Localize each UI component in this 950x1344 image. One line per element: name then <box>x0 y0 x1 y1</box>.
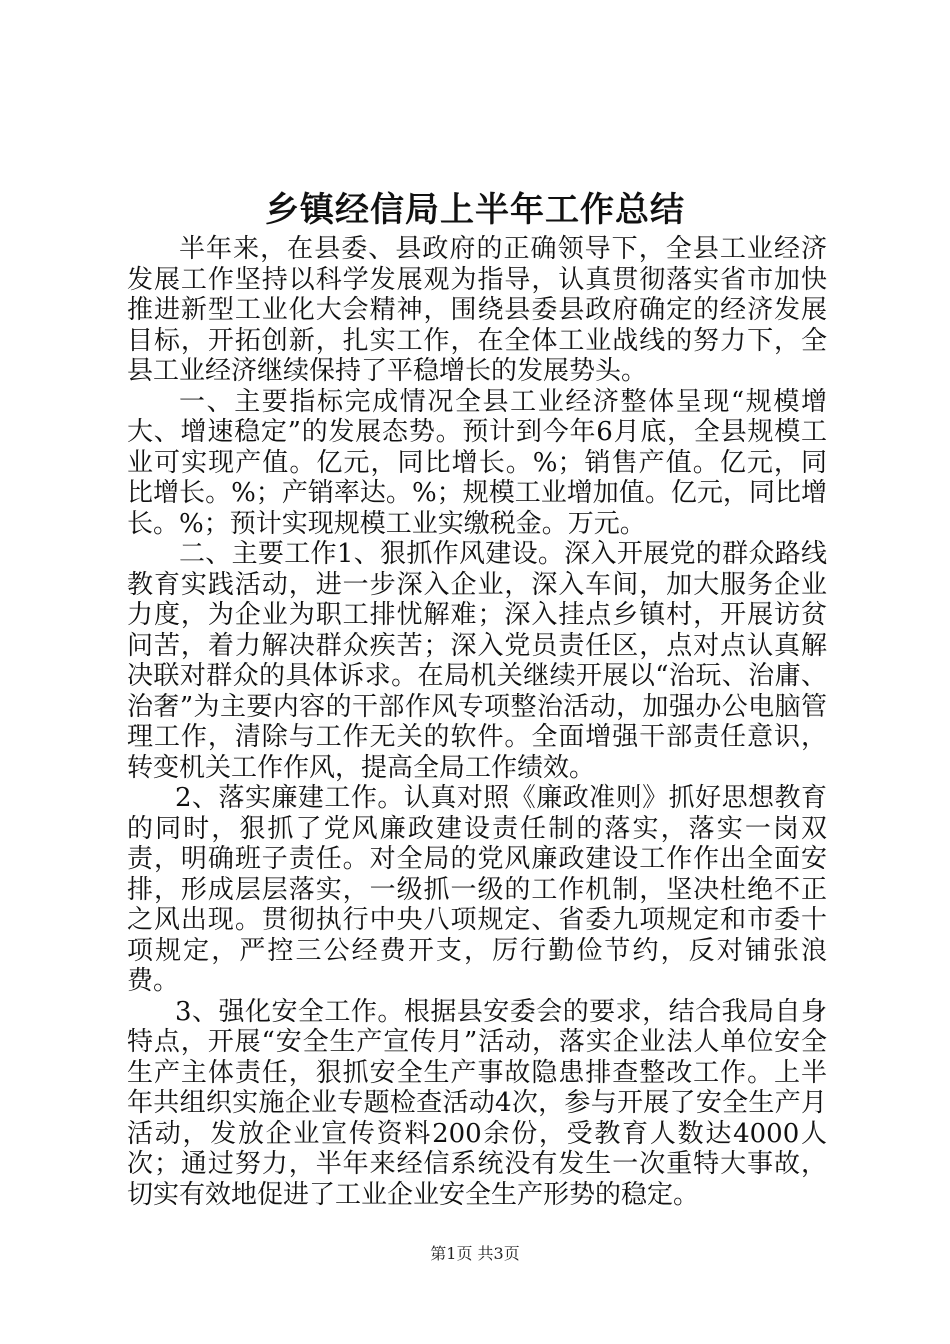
document-title: 乡镇经信局上半年工作总结 <box>265 190 685 230</box>
document-body <box>127 234 827 1210</box>
paragraph-safety-work: 3、强化安全工作。根据县安委会的要求，结合我局自身特点，开展“安全生产宣传月”活动，落实企业法人单位安全生产主体责任，狠抓安全生产事故隐患排查整改工作。上半年共组织实施企业专题检查活动4次，参与开展了安全生产月活动，发放企业宣传资料200余份，受教育人数达4000人次；通过努力，半年来经信系统没有发生一次重特大事故，切实有效地促进了工业企业安全生产形势的稳定。 <box>127 996 827 1210</box>
paragraph-integrity-work: 2、落实廉建工作。认真对照《廉政准则》抓好思想教育的同时，狠抓了党风廉政建设责任制的落实，落实一岗双责，明确班子责任。对全局的党风廉政建设工作作出全面安排，形成层层落实，一级抓一级的工作机制，坚决杜绝不正之风出现。贯彻执行中央八项规定、省委九项规定和市委十项规定，严控三公经费开支，厉行勤俭节约，反对铺张浪费。 <box>127 783 827 996</box>
paragraph-intro: 半年来，在县委、县政府的正确领导下，全县工业经济发展工作坚持以科学发展观为指导，认真贯彻落实省市加快推进新型工业化大会精神，围绕县委县政府确定的经济发展目标，开拓创新，扎实工作，在全体工业战线的努力下，全县工业经济继续保持了平稳增长的发展势头。 <box>127 234 827 386</box>
paragraph-main-work: 二、主要工作1、狠抓作风建设。深入开展党的群众路线教育实践活动，进一步深入企业，深入车间，加大服务企业力度，为企业为职工排忧解难；深入挂点乡镇村，开展访贫问苦，着力解决群众疾苦；深入党员责任区，点对点认真解决联对群众的具体诉求。在局机关继续开展以“治玩、治庸、治奢”为主要内容的干部作风专项整治活动，加强办公电脑管理工作，清除与工作无关的软件。全面增强干部责任意识，转变机关工作作风，提高全局工作绩效。 <box>127 539 827 783</box>
paragraph-main-indicators: 一、主要指标完成情况全县工业经济整体呈现“规模增大、增速稳定”的发展态势。预计到今年6月底，全县规模工业可实现产值。亿元，同比增长。%；销售产值。亿元，同比增长。%；产销率达。%；规模工业增加值。亿元，同比增长。%；预计实现规模工业实缴税金。万元。 <box>127 386 827 539</box>
page-footer: 第1页 共3页 <box>430 1244 520 1263</box>
